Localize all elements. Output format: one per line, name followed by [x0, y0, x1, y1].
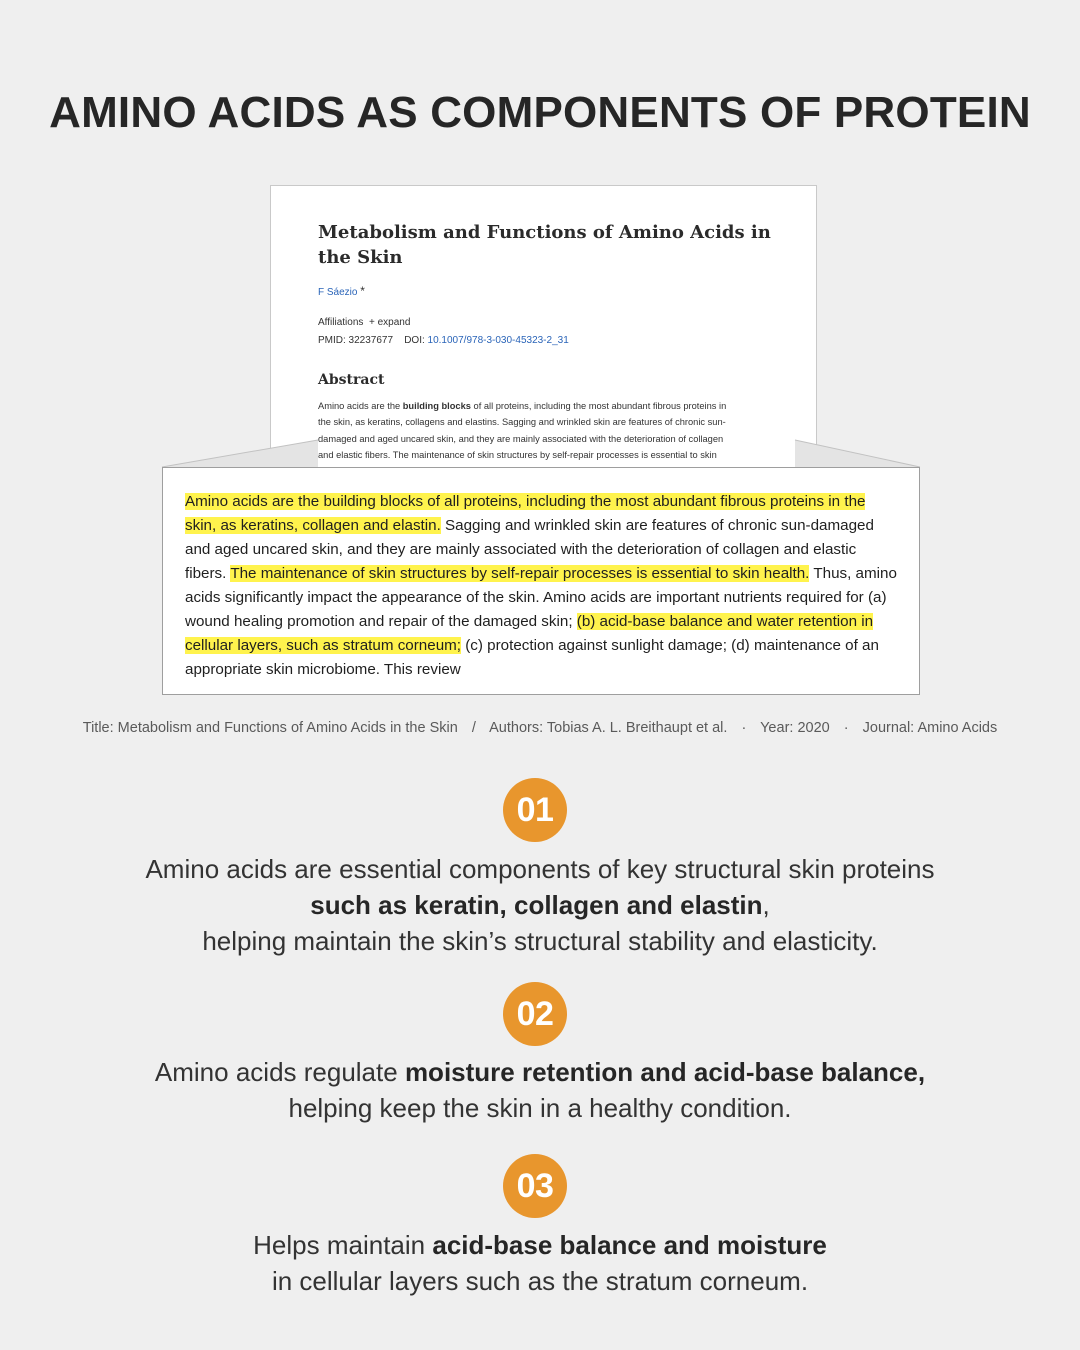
expand-affiliations-button[interactable]: + expand [368, 317, 411, 328]
point-02-line1: Amino acids regulate moisture retention and acid-base balance, [154, 1057, 926, 1087]
paper-title: Metabolism and Functions of Amino Acids in the Skin [318, 222, 771, 268]
citation-title: Title: Metabolism and Functions of Amino Acids in the Skin [82, 720, 458, 736]
abstract-line: damaged and aged uncared skin, and they are mainly associated with the deterioration of collagen [318, 433, 724, 444]
citation-line [0, 720, 1080, 736]
citation-authors: Authors: Tobias A. L. Breithaupt et al. [489, 720, 728, 736]
number-badge-02: 02 [503, 982, 567, 1046]
page-title: AMINO ACIDS AS COMPONENTS OF PROTEIN [49, 88, 1031, 137]
citation-year: Year: 2020 [760, 720, 830, 736]
point-03-line2: in cellular layers such as the stratum corneum. [271, 1266, 809, 1296]
pmid: PMID: 32237677 [318, 335, 394, 346]
point-01-line1: Amino acids are essential components of key structural skin proteins [145, 854, 935, 884]
paper-author[interactable] [318, 284, 792, 298]
point-03-line1: Helps maintain acid-base balance and moisture [253, 1230, 827, 1260]
abstract-line: the skin, as keratins, collagens and elastins. Sagging and wrinkled skin are features of chronic sun- [318, 417, 726, 428]
point-01 [0, 851, 1080, 959]
highlight-self-repair: The maintenance of skin structures by self-repair processes is essential to skin health. [230, 565, 810, 582]
citation-separator: / [471, 720, 476, 736]
excerpt-text: Sagging and wrinkled skin are features of chronic sun-damaged and aged uncared skin, and they are mainly associated with the deterioration of collagen and elastic fibers. [185, 517, 874, 582]
highlight-building-blocks: Amino acids are the building blocks of all proteins, including the most abundant fibrous proteins in the skin, as keratins, collagen and elastin. [185, 493, 866, 534]
doi-link[interactable]: 10.1007/978-3-030-45323-2_31 [427, 335, 569, 346]
paper-author-name[interactable]: F Sáezio [318, 287, 358, 298]
excerpt-text: (c) protection against sunlight damage; (d) maintenance of an appropriate skin microbiome. This review [185, 637, 879, 678]
point-02 [0, 1054, 1080, 1126]
point-01-line3: helping maintain the skin’s structural stability and elasticity. [202, 926, 878, 956]
citation-journal: Journal: Amino Acids [862, 720, 998, 736]
author-mark: * [360, 284, 365, 298]
identifiers-row [318, 332, 792, 350]
point-01-line2: such as keratin, collagen and elastin, [310, 890, 770, 920]
number-badge-01: 01 [503, 778, 567, 842]
affiliations-label: Affiliations [318, 317, 364, 328]
excerpt-text: Thus, amino acids significantly impact the appearance of the skin. Amino acids are important nutrients required for (a) wound healing promotion and repair of the damaged skin; [185, 565, 897, 630]
abstract-line: and elastic fibers. The maintenance of skin structures by self-repair processes is essential to skin [318, 450, 717, 461]
affiliations-row [318, 314, 792, 332]
abstract-excerpt-zoom [162, 467, 920, 695]
doi-label: DOI: [404, 335, 425, 346]
abstract-excerpt [185, 490, 899, 682]
point-02-line2: helping keep the skin in a healthy condition. [288, 1093, 792, 1123]
citation-separator: · [843, 720, 849, 736]
number-badge-03: 03 [503, 1154, 567, 1218]
abstract-heading: Abstract [318, 372, 385, 388]
paper-preview [270, 185, 817, 485]
highlight-acid-base: (b) acid-base balance and water retention in cellular layers, such as stratum corneum; [185, 613, 874, 654]
abstract-line: Amino acids are the building blocks of all proteins, including the most abundant fibrous proteins in [318, 401, 727, 411]
point-03 [0, 1227, 1080, 1299]
citation-separator: · [741, 720, 747, 736]
